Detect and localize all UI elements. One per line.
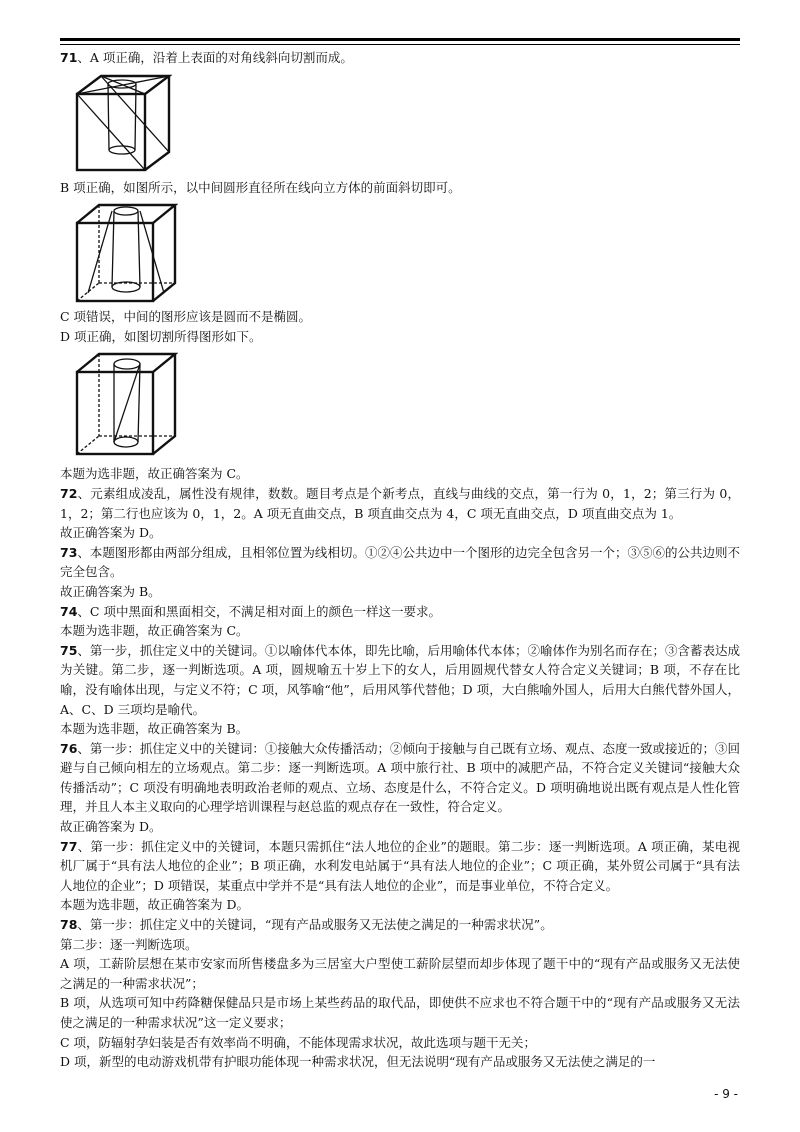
q73-answer: 故正确答案为 B。 xyxy=(60,583,161,599)
q71-figure-d xyxy=(60,346,740,464)
q75-number: 75 xyxy=(60,642,78,658)
q72-answer: 故正确答案为 D。 xyxy=(60,525,162,541)
q74-number: 74 xyxy=(60,603,78,619)
q72-explanation: 72、元素组成凌乱，属性没有规律，数数。题目考点是个新考点，直线与曲线的交点，第一行为 0，1，2；第三行为 0，1，2；第二行也应该为 0，1，2。A 项无直曲交点，B 项直曲交点为 4，C 项无直曲交点，D 项直曲交点为 1。 xyxy=(60,485,740,521)
q71-option-b: B 项正确，如图所示，以中间圆形直径所在线向立方体的前面斜切即可。 xyxy=(60,179,461,195)
q78-step-two: 第二步：逐一判断选项。 xyxy=(60,936,198,952)
q71-option-c: C 项错误，中间的图形应该是圆而不是椭圆。 xyxy=(60,309,312,325)
q78-option-a: A 项，工薪阶层想在某市安家而所售楼盘多为三居室大户型使工薪阶层望而却步体现了题干中的“现有产品或服务又无法使之满足的一种需求状况”； xyxy=(60,956,740,991)
cube-cut-figure-d xyxy=(74,350,178,458)
q74-answer: 本题为选非题，故正确答案为 C。 xyxy=(60,623,249,639)
q78-number: 78 xyxy=(60,917,78,933)
q71-option-a: 71、A 项正确，沿着上表面的对角线斜向切割而成。 xyxy=(60,50,353,65)
q71-figure-b xyxy=(60,197,740,307)
q76-answer: 故正确答案为 D。 xyxy=(60,819,162,835)
q71-figure-a xyxy=(60,68,740,178)
page-number: - 9 - xyxy=(714,1087,738,1101)
q73-number: 73 xyxy=(60,544,78,560)
q78-option-b: B 项，从选项可知中药降糖保健品只是市场上某些药品的取代品，即使供不应求也不符合题干中的“现有产品或服务又无法使之满足的一种需求状况”这一定义要求； xyxy=(60,995,740,1030)
q77-explanation: 77、第一步：抓住定义中的关键词，本题只需抓住“法人地位的企业”的题眼。第二步：逐一判断选项。A 项正确，某电视机厂属于“具有法人地位的企业”；B 项正确，水利发电站属于“具有法人地位的企业”；C 项正确，某外贸公司属于“具有法人地位的企业”；D 项错误，某重点中学并不是“具有法人地位的企业”，而是事业单位，不符合定义。 xyxy=(60,838,740,893)
q71-answer: 本题为选非题，故正确答案为 C。 xyxy=(60,466,249,482)
header-rule-thick xyxy=(60,38,740,41)
q73-explanation: 73、本题图形都由两部分组成，且相邻位置为线相切。①②④公共边中一个图形的边完全包含另一个；③⑤⑥的公共边则不完全包含。 xyxy=(60,544,740,580)
q71-option-d: D 项正确，如图切割所得图形如下。 xyxy=(60,328,262,344)
q75-answer: 本题为选非题，故正确答案为 B。 xyxy=(60,721,249,737)
q76-number: 76 xyxy=(60,740,78,756)
q78-step-one: 78、第一步：抓住定义中的关键词，“现有产品或服务又无法使之满足的一种需求状况”。 xyxy=(60,917,553,933)
q76-explanation: 76、第一步：抓住定义中的关键词：①接触大众传播活动；②倾向于接触与自己既有立场、观点、态度一致或接近的；③回避与自己倾向相左的立场观点。第二步：逐一判断选项。A 项中旅行社、B 项中的减肥产品，不符合定义关键词“接触大众传播活动”；C 项没有明确地表明政治老师的观点、立场、态度是什么，不符合定义。D 项明确地说出既有观点是人性化管理，并且人本主义取向的心理学培训课程与赵总监的观点存在一致性，符合定义。 xyxy=(60,740,740,815)
answer-content xyxy=(60,48,740,1072)
q71-number: 71 xyxy=(60,50,78,65)
cube-cut-figure-b xyxy=(74,201,178,305)
header-rule-thin xyxy=(60,44,740,45)
cube-cut-figure-a xyxy=(74,72,174,174)
q72-number: 72 xyxy=(60,485,78,501)
q77-number: 77 xyxy=(60,838,78,854)
q75-explanation: 75、第一步，抓住定义中的关键词。①以喻体代本体，即先比喻，后用喻体代本体；②喻体作为别名而存在；③含蓄表达成为关键。第二步，逐一判断选项。A 项，圆规喻五十岁上下的女人，后用圆规代替女人符合定义关键词；B 项，不存在比喻，没有喻体出现，与定义不符；C 项，风筝喻“他”，后用风筝代替他；D 项，大白熊喻外国人，后用大白熊代替外国人，A、C、D 三项均是喻代。 xyxy=(60,642,740,717)
q74-explanation: 74、C 项中黑面和黑面相交，不满足相对面上的颜色一样这一要求。 xyxy=(60,603,441,619)
q78-option-c: C 项，防辐射孕妇装是否有效率尚不明确，不能体现需求状况，故此选项与题干无关； xyxy=(60,1034,537,1050)
q77-answer: 本题为选非题，故正确答案为 D。 xyxy=(60,897,249,913)
q78-option-d: D 项，新型的电动游戏机带有护眼功能体现一种需求状况，但无法说明“现有产品或服务又无法使之满足的一 xyxy=(60,1054,656,1070)
